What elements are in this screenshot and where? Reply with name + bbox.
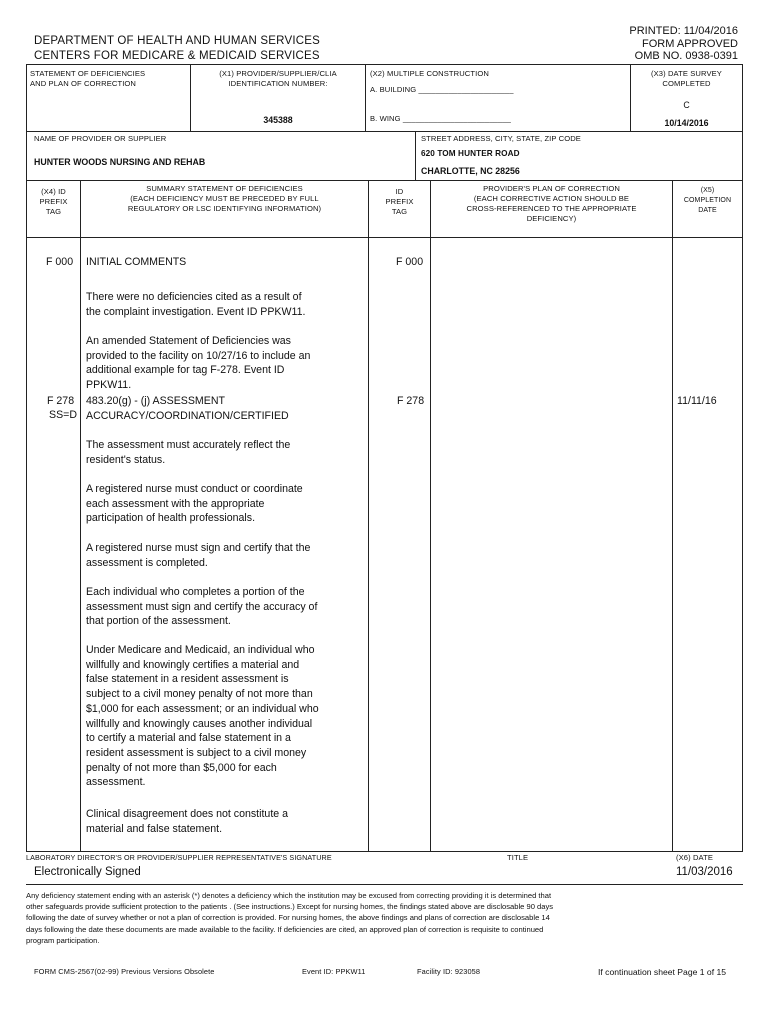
x3-label: (X3) DATE SURVEY COMPLETED bbox=[651, 69, 722, 88]
omb-number: OMB NO. 0938-0391 bbox=[634, 50, 738, 62]
paragraph: An amended Statement of Deficiencies was provided to the facility on 10/27/16 to include an additional example for tag F-278. Event ID PPKW11. bbox=[86, 335, 311, 392]
street-address: 620 TOM HUNTER ROAD bbox=[421, 149, 520, 158]
rule bbox=[415, 131, 416, 180]
wing-field: B. WING _________________________ bbox=[370, 114, 511, 123]
signature-value: Electronically Signed bbox=[34, 866, 141, 878]
paragraph: Clinical disagreement does not constitute a material and false statement. bbox=[86, 808, 288, 835]
scope-severity: SS=D bbox=[49, 409, 77, 421]
rule bbox=[26, 131, 743, 132]
id-f278: F 278 bbox=[397, 395, 425, 407]
provider-name: HUNTER WOODS NURSING AND REHAB bbox=[34, 157, 206, 167]
address-label: STREET ADDRESS, CITY, STATE, ZIP CODE bbox=[421, 134, 581, 143]
rule bbox=[26, 884, 743, 885]
rule bbox=[672, 180, 673, 851]
tag-f278: F 278 bbox=[47, 395, 75, 407]
statement-label: STATEMENT OF DEFICIENCIES AND PLAN OF CORRECTION bbox=[30, 69, 146, 88]
city-state-zip: CHARLOTTE, NC 28256 bbox=[421, 166, 520, 176]
paragraph: A registered nurse must sign and certify that the assessment is completed. bbox=[86, 542, 311, 569]
rule bbox=[26, 237, 743, 238]
x1-label: (X1) PROVIDER/SUPPLIER/CLIA IDENTIFICATION NUMBER: bbox=[219, 69, 337, 88]
completion-date: 11/11/16 bbox=[677, 395, 717, 407]
paragraph: Under Medicare and Medicaid, an individual who willfully and knowingly certifies a material and false statement in a resident assessment is subject to a civil money penalty of not more than $1,000 for each assessment; or an individual who willfully and knowingly causes another individual to certify a material and false statement in a resident assessment is subject to a civil money penalty of not more than $5,000 for each assessment. bbox=[86, 644, 319, 789]
survey-date: 10/14/2016 bbox=[664, 118, 709, 128]
tag-f000: F 000 bbox=[46, 256, 74, 268]
provider-number: 345388 bbox=[263, 115, 293, 125]
x5-column-header: (X5) COMPLETION DATE bbox=[683, 187, 732, 214]
form-approved: FORM APPROVED bbox=[642, 38, 738, 50]
department-title: DEPARTMENT OF HEALTH AND HUMAN SERVICES bbox=[34, 35, 320, 47]
rule bbox=[430, 180, 431, 851]
page-indicator: If continuation sheet Page 1 of 15 bbox=[598, 967, 727, 977]
id-column-header: ID PREFIX TAG bbox=[385, 187, 414, 216]
centers-title: CENTERS FOR MEDICARE & MEDICAID SERVICES bbox=[34, 50, 320, 62]
rule bbox=[26, 851, 743, 852]
initial-comments-title: INITIAL COMMENTS bbox=[86, 256, 187, 268]
survey-code: C bbox=[683, 100, 690, 110]
facility-id: Facility ID: 923058 bbox=[417, 967, 481, 976]
signature-date: 11/03/2016 bbox=[676, 866, 733, 878]
id-f000: F 000 bbox=[396, 256, 424, 268]
title-label: TITLE bbox=[507, 853, 529, 862]
x2-label: (X2) MULTIPLE CONSTRUCTION bbox=[370, 69, 489, 78]
provider-name-label: NAME OF PROVIDER OR SUPPLIER bbox=[34, 134, 167, 143]
building-field: A. BUILDING ______________________ bbox=[370, 85, 514, 94]
rule bbox=[26, 64, 743, 65]
rule bbox=[26, 180, 743, 181]
rule bbox=[368, 180, 369, 851]
disclosure-footnote: Any deficiency statement ending with an asterisk (*) denotes a deficiency which the institution may be excused from correcting providing it is determined that other safeguards provide sufficient protection to the patients . (See instructions.) Except for nursing homes, the findings stated above are disclosable 90 days following the date of survey whether or not a plan of correction is provided. For nursing homes, the above findings and plans of correction are disclosable 14 days following the date these documents are made available to the facility. If deficiencies are cited, an approved plan of correction is requisite to continued program participation. bbox=[26, 891, 554, 945]
paragraph: There were no deficiencies cited as a result of the complaint investigation. Event ID PPKW11. bbox=[86, 291, 306, 318]
event-id: Event ID: PPKW11 bbox=[302, 967, 366, 976]
x4-column-header: (X4) ID PREFIX TAG bbox=[39, 187, 68, 216]
rule bbox=[26, 64, 27, 851]
paragraph: A registered nurse must conduct or coordinate each assessment with the appropriate participation of health professionals. bbox=[86, 483, 303, 525]
plan-column-header: PROVIDER'S PLAN OF CORRECTION (EACH CORRECTIVE ACTION SHOULD BE CROSS-REFERENCED TO THE APPROPRIATE DEFICIENCY) bbox=[466, 184, 637, 223]
rule bbox=[742, 64, 743, 851]
rule bbox=[80, 180, 81, 851]
summary-column-header: SUMMARY STATEMENT OF DEFICIENCIES (EACH DEFICIENCY MUST BE PRECEDED BY FULL REGULATORY OR LSC IDENTIFYING INFORMATION) bbox=[127, 184, 322, 213]
paragraph: The assessment must accurately reflect the resident's status. bbox=[86, 439, 291, 466]
form-number: FORM CMS-2567(02-99) Previous Versions Obsolete bbox=[34, 967, 215, 976]
f278-title: 483.20(g) - (j) ASSESSMENT ACCURACY/COORDINATION/CERTIFIED bbox=[86, 395, 289, 422]
printed-date: PRINTED: 11/04/2016 bbox=[629, 25, 738, 37]
rule bbox=[365, 64, 366, 131]
signature-label: LABORATORY DIRECTOR'S OR PROVIDER/SUPPLIER REPRESENTATIVE'S SIGNATURE bbox=[26, 853, 332, 862]
x6-date-label: (X6) DATE bbox=[676, 853, 714, 862]
paragraph: Each individual who completes a portion of the assessment must sign and certify the accuracy of that portion of the assessment. bbox=[86, 586, 318, 628]
